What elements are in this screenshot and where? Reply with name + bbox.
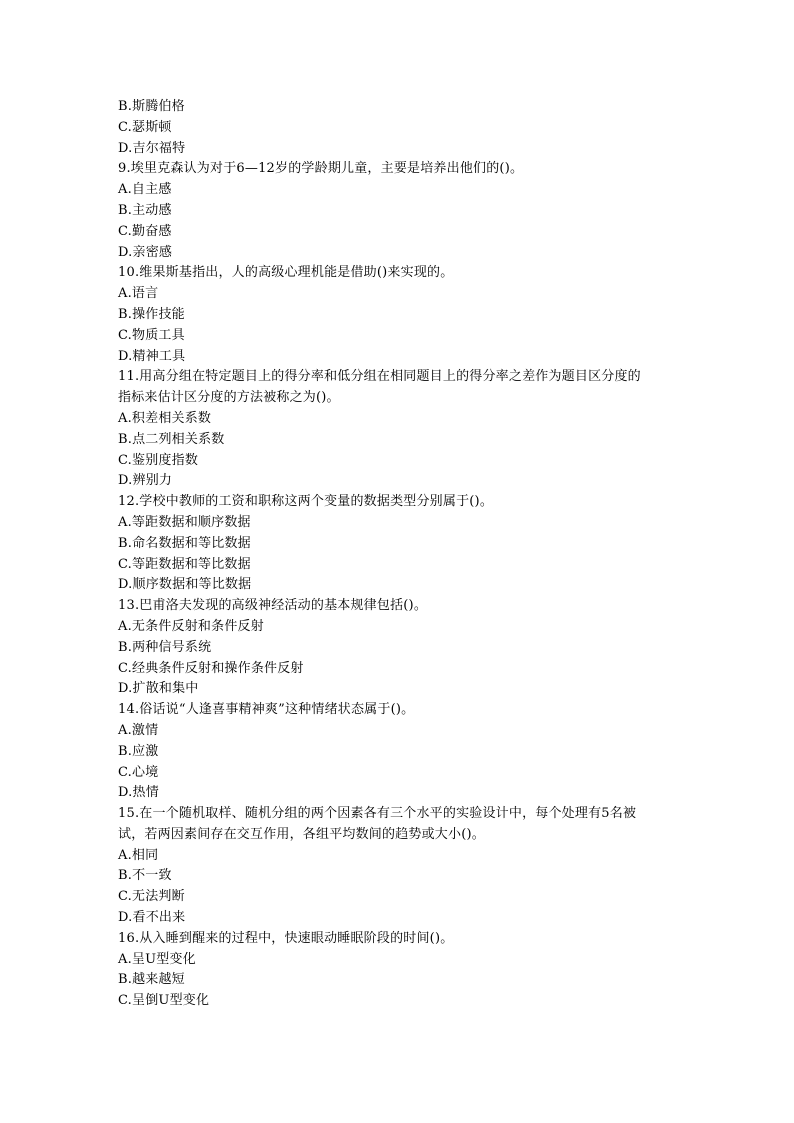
text-line: C.物质工具 bbox=[118, 327, 185, 343]
text-line: A.语言 bbox=[118, 286, 159, 302]
text-line: B.两种信号系统 bbox=[118, 639, 212, 655]
question-line: 11.用高分组在特定题目上的得分率和低分组在相同题目上的得分率之差作为题目区分度的 bbox=[118, 369, 641, 385]
text-line: A.等距数据和顺序数据 bbox=[118, 514, 251, 530]
text-line: C.勤奋感 bbox=[118, 223, 172, 239]
question-line-continued: 试，若两因素间存在交互作用，各组平均数间的趋势或大小()。 bbox=[118, 826, 485, 842]
question-line: 10.维果斯基指出，人的高级心理机能是借助()来实现的。 bbox=[118, 265, 454, 281]
text-line: B.不一致 bbox=[118, 868, 172, 884]
text-line: C.鉴别度指数 bbox=[118, 452, 199, 468]
text-line: D.扩散和集中 bbox=[118, 681, 199, 697]
text-line: D.吉尔福特 bbox=[118, 140, 186, 156]
text-line: A.自主感 bbox=[118, 182, 172, 198]
text-line: B.主动感 bbox=[118, 202, 172, 218]
text-line: C.无法判断 bbox=[118, 889, 185, 905]
text-line: A.相同 bbox=[118, 847, 159, 863]
question-line: 13.巴甫洛夫发现的高级神经活动的基本规律包括()。 bbox=[118, 598, 428, 614]
text-line: C.经典条件反射和操作条件反射 bbox=[118, 660, 304, 676]
text-line: D.亲密感 bbox=[118, 244, 173, 260]
text-line: D.看不出来 bbox=[118, 910, 186, 926]
question-line: 15.在一个随机取样、随机分组的两个因素各有三个水平的实验设计中，每个处理有5名被 bbox=[118, 806, 637, 822]
text-line: D.辨别力 bbox=[118, 473, 173, 489]
text-line: A.呈U型变化 bbox=[118, 951, 196, 967]
question-line: 12.学校中教师的工资和职称这两个变量的数据类型分别属于()。 bbox=[118, 494, 494, 510]
text-line: A.积差相关系数 bbox=[118, 410, 212, 426]
text-line: B.操作技能 bbox=[118, 306, 185, 322]
text-line: B.命名数据和等比数据 bbox=[118, 535, 251, 551]
text-line: B.点二列相关系数 bbox=[118, 431, 225, 447]
text-line: D.精神工具 bbox=[118, 348, 186, 364]
text-line: A.激情 bbox=[118, 722, 159, 738]
question-line: 16.从入睡到醒来的过程中，快速眼动睡眠阶段的时间()。 bbox=[118, 930, 454, 946]
question-line: 9.埃里克森认为对于6—12岁的学龄期儿童，主要是培养出他们的()。 bbox=[118, 161, 524, 177]
text-line: D.热情 bbox=[118, 785, 159, 801]
text-line: B.斯腾伯格 bbox=[118, 99, 185, 114]
question-line: 14.俗话说“人逢喜事精神爽”这种情绪状态属于()。 bbox=[118, 702, 415, 718]
text-line: D.顺序数据和等比数据 bbox=[118, 577, 252, 593]
text-line: C.心境 bbox=[118, 764, 159, 780]
text-line: C.等距数据和等比数据 bbox=[118, 556, 251, 572]
text-line: B.应激 bbox=[118, 743, 159, 759]
text-line: C.瑟斯顿 bbox=[118, 119, 172, 135]
document-page bbox=[118, 97, 678, 1012]
text-line: A.无条件反射和条件反射 bbox=[118, 618, 264, 634]
text-line: C.呈倒U型变化 bbox=[118, 993, 210, 1009]
text-line: B.越来越短 bbox=[118, 972, 185, 988]
question-line-continued: 指标来估计区分度的方法被称之为()。 bbox=[118, 390, 340, 406]
